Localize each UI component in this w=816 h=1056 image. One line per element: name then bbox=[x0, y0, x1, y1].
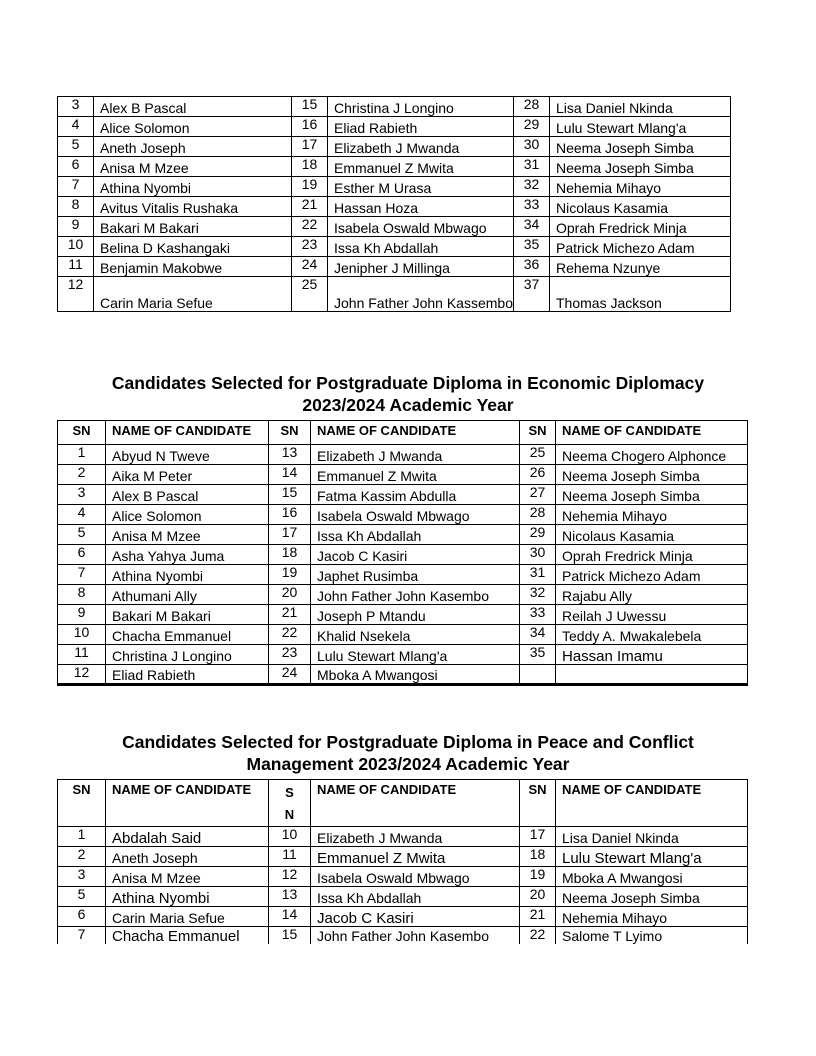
serial-number-cell: 16 bbox=[269, 505, 311, 525]
candidate-name-cell: Neema Joseph Simba bbox=[556, 465, 748, 485]
candidate-name-cell: Isabela Oswald Mbwago bbox=[328, 217, 514, 237]
candidate-name-cell: Issa Kh Abdallah bbox=[311, 525, 520, 545]
candidate-name-cell: Elizabeth J Mwanda bbox=[311, 445, 520, 465]
serial-number-cell: 7 bbox=[58, 565, 106, 585]
serial-number-cell: 29 bbox=[520, 525, 556, 545]
serial-number-cell: 33 bbox=[514, 197, 550, 217]
table-row bbox=[58, 505, 748, 525]
serial-number-cell: 20 bbox=[520, 887, 556, 907]
candidate-name-cell: Bakari M Bakari bbox=[106, 605, 269, 625]
candidate-name-cell: Lulu Stewart Mlang'a bbox=[556, 847, 748, 867]
table-row bbox=[58, 117, 731, 137]
candidate-name-cell: Rajabu Ally bbox=[556, 585, 748, 605]
table2-body bbox=[58, 445, 748, 685]
table-row bbox=[58, 827, 748, 847]
table-row bbox=[58, 565, 748, 585]
serial-number-cell: 3 bbox=[58, 485, 106, 505]
candidate-name-cell: Isabela Oswald Mbwago bbox=[311, 867, 520, 887]
serial-number-cell: 19 bbox=[269, 565, 311, 585]
serial-number-cell: 17 bbox=[520, 827, 556, 847]
table-row bbox=[58, 237, 731, 257]
candidate-name-cell: Alice Solomon bbox=[94, 117, 292, 137]
candidate-name-cell: Emmanuel Z Mwita bbox=[311, 847, 520, 867]
candidate-name-cell: Emmanuel Z Mwita bbox=[311, 465, 520, 485]
serial-number-cell: 6 bbox=[58, 157, 94, 177]
table-row bbox=[58, 217, 731, 237]
serial-number-cell: 3 bbox=[58, 867, 106, 887]
candidate-name-cell: Patrick Michezo Adam bbox=[550, 237, 731, 257]
candidate-name-cell: Carin Maria Sefue bbox=[106, 907, 269, 927]
candidate-name-cell: Japhet Rusimba bbox=[311, 565, 520, 585]
section-title-line2: 2023/2024 Academic Year bbox=[302, 395, 514, 415]
candidate-name-cell: Asha Yahya Juma bbox=[106, 545, 269, 565]
candidate-name-cell: Belina D Kashangaki bbox=[94, 237, 292, 257]
serial-number-cell: 14 bbox=[269, 907, 311, 927]
table-row bbox=[58, 465, 748, 485]
serial-number-cell: 22 bbox=[269, 625, 311, 645]
candidate-name-cell: Rehema Nzunye bbox=[550, 257, 731, 277]
table-header-row bbox=[58, 780, 748, 827]
candidate-name-cell: Mboka A Mwangosi bbox=[311, 665, 520, 685]
serial-number-cell: 8 bbox=[58, 197, 94, 217]
serial-number-cell: 10 bbox=[58, 625, 106, 645]
serial-number-cell: 15 bbox=[269, 485, 311, 505]
candidate-name-cell: Anisa M Mzee bbox=[106, 867, 269, 887]
serial-number-cell: 22 bbox=[292, 217, 328, 237]
candidate-name-cell: Hassan Imamu bbox=[556, 645, 748, 665]
serial-number-cell: 21 bbox=[520, 907, 556, 927]
col-header-name: NAME OF CANDIDATE bbox=[106, 421, 269, 445]
section-title-line1: Candidates Selected for Postgraduate Diploma in Economic Diplomacy bbox=[111, 373, 705, 393]
section-title-line2: Management 2023/2024 Academic Year bbox=[246, 754, 570, 774]
candidate-name-cell: Teddy A. Mwakalebela bbox=[556, 625, 748, 645]
candidate-name-cell: Thomas Jackson bbox=[550, 277, 731, 312]
col-header-sn: SN bbox=[520, 421, 556, 445]
serial-number-cell: 17 bbox=[292, 137, 328, 157]
serial-number-cell: 31 bbox=[520, 565, 556, 585]
serial-number-cell: 28 bbox=[514, 97, 550, 117]
serial-number-cell: 21 bbox=[292, 197, 328, 217]
serial-number-cell: 23 bbox=[292, 237, 328, 257]
serial-number-cell: 19 bbox=[520, 867, 556, 887]
candidate-name-cell: Nehemia Mihayo bbox=[556, 907, 748, 927]
table-row bbox=[58, 585, 748, 605]
serial-number-cell: 30 bbox=[520, 545, 556, 565]
serial-number-cell: 2 bbox=[58, 847, 106, 867]
table-header-row bbox=[58, 421, 748, 445]
serial-number-cell: 11 bbox=[58, 257, 94, 277]
serial-number-cell: 13 bbox=[269, 887, 311, 907]
table-row bbox=[58, 257, 731, 277]
serial-number-cell: 27 bbox=[520, 485, 556, 505]
candidate-name-cell: Lisa Daniel Nkinda bbox=[556, 827, 748, 847]
table-row bbox=[58, 137, 731, 157]
serial-number-cell: 3 bbox=[58, 97, 94, 117]
candidate-name-cell: Jacob C Kasiri bbox=[311, 545, 520, 565]
candidate-name-cell: Fatma Kassim Abdulla bbox=[311, 485, 520, 505]
serial-number-cell: 25 bbox=[520, 445, 556, 465]
serial-number-cell: 14 bbox=[269, 465, 311, 485]
candidate-name-cell: Christina J Longino bbox=[328, 97, 514, 117]
candidate-name-cell: Anisa M Mzee bbox=[106, 525, 269, 545]
col-header-sn: SN bbox=[520, 780, 556, 827]
candidate-name-cell: Avitus Vitalis Rushaka bbox=[94, 197, 292, 217]
serial-number-cell: 5 bbox=[58, 525, 106, 545]
serial-number-cell: 26 bbox=[520, 465, 556, 485]
col-header-sn: SN bbox=[58, 780, 106, 827]
serial-number-cell: 37 bbox=[514, 277, 550, 312]
candidate-name-cell: Neema Chogero Alphonce bbox=[556, 445, 748, 465]
peace-conflict-table bbox=[57, 779, 748, 944]
candidate-name-cell: Oprah Fredrick Minja bbox=[550, 217, 731, 237]
serial-number-cell: 4 bbox=[58, 117, 94, 137]
candidate-name-cell: Hassan Hoza bbox=[328, 197, 514, 217]
section-title-peace-conflict bbox=[0, 731, 816, 775]
serial-number-cell: 9 bbox=[58, 217, 94, 237]
serial-number-cell: 32 bbox=[520, 585, 556, 605]
candidate-name-cell: Elizabeth J Mwanda bbox=[328, 137, 514, 157]
candidate-name-cell: Esther M Urasa bbox=[328, 177, 514, 197]
candidate-name-cell: Salome T Lyimo bbox=[556, 927, 748, 944]
candidate-name-cell: Chacha Emmanuel bbox=[106, 625, 269, 645]
serial-number-cell: 9 bbox=[58, 605, 106, 625]
section-title-line1: Candidates Selected for Postgraduate Diploma in Peace and Conflict bbox=[122, 732, 694, 752]
candidate-name-cell: Nicolaus Kasamia bbox=[556, 525, 748, 545]
candidate-name-cell: Patrick Michezo Adam bbox=[556, 565, 748, 585]
table-row bbox=[58, 645, 748, 665]
table-row bbox=[58, 625, 748, 645]
candidate-name-cell: Neema Joseph Simba bbox=[556, 887, 748, 907]
serial-number-cell: 23 bbox=[269, 645, 311, 665]
serial-number-cell: 1 bbox=[58, 445, 106, 465]
table-row bbox=[58, 157, 731, 177]
candidate-name-cell: John Father John Kasembo bbox=[311, 927, 520, 944]
candidate-name-cell: Joseph P Mtandu bbox=[311, 605, 520, 625]
table-row bbox=[58, 907, 748, 927]
serial-number-cell: 7 bbox=[58, 177, 94, 197]
col-header-sn: SN bbox=[269, 421, 311, 445]
serial-number-cell: 15 bbox=[292, 97, 328, 117]
candidate-name-cell: Nehemia Mihayo bbox=[556, 505, 748, 525]
candidate-name-cell: Neema Joseph Simba bbox=[550, 137, 731, 157]
col-header-sn: SN bbox=[58, 421, 106, 445]
col-header-sn: S N bbox=[269, 780, 311, 827]
serial-number-cell: 12 bbox=[58, 665, 106, 685]
candidate-name-cell: Jacob C Kasiri bbox=[311, 907, 520, 927]
table1-body bbox=[58, 97, 731, 312]
serial-number-cell: 18 bbox=[520, 847, 556, 867]
serial-number-cell: 12 bbox=[58, 277, 94, 312]
serial-number-cell bbox=[520, 665, 556, 685]
candidate-name-cell bbox=[556, 665, 748, 685]
table-row bbox=[58, 197, 731, 217]
candidate-name-cell: Aika M Peter bbox=[106, 465, 269, 485]
candidates-table-continued bbox=[57, 96, 731, 312]
serial-number-cell: 11 bbox=[269, 847, 311, 867]
candidate-name-cell: Athumani Ally bbox=[106, 585, 269, 605]
candidate-name-cell: Carin Maria Sefue bbox=[94, 277, 292, 312]
col-header-name: NAME OF CANDIDATE bbox=[106, 780, 269, 827]
serial-number-cell: 21 bbox=[269, 605, 311, 625]
serial-number-cell: 33 bbox=[520, 605, 556, 625]
table-row bbox=[58, 525, 748, 545]
section-title-economic-diplomacy bbox=[0, 372, 816, 416]
serial-number-cell: 11 bbox=[58, 645, 106, 665]
candidate-name-cell: Khalid Nsekela bbox=[311, 625, 520, 645]
candidate-name-cell: Isabela Oswald Mbwago bbox=[311, 505, 520, 525]
table-row bbox=[58, 485, 748, 505]
serial-number-cell: 16 bbox=[292, 117, 328, 137]
serial-number-cell: 32 bbox=[514, 177, 550, 197]
table-row bbox=[58, 605, 748, 625]
serial-number-cell: 5 bbox=[58, 887, 106, 907]
candidate-name-cell: Nehemia Mihayo bbox=[550, 177, 731, 197]
serial-number-cell: 36 bbox=[514, 257, 550, 277]
candidate-name-cell: Athina Nyombi bbox=[106, 565, 269, 585]
candidate-name-cell: Alex B Pascal bbox=[94, 97, 292, 117]
serial-number-cell: 10 bbox=[58, 237, 94, 257]
serial-number-cell: 28 bbox=[520, 505, 556, 525]
serial-number-cell: 10 bbox=[269, 827, 311, 847]
candidate-name-cell: Eliad Rabieth bbox=[106, 665, 269, 685]
serial-number-cell: 22 bbox=[520, 927, 556, 944]
col-header-name: NAME OF CANDIDATE bbox=[556, 780, 748, 827]
candidate-name-cell: Athina Nyombi bbox=[106, 887, 269, 907]
serial-number-cell: 12 bbox=[269, 867, 311, 887]
serial-number-cell: 24 bbox=[269, 665, 311, 685]
candidate-name-cell: Aneth Joseph bbox=[106, 847, 269, 867]
serial-number-cell: 6 bbox=[58, 545, 106, 565]
candidate-name-cell: Benjamin Makobwe bbox=[94, 257, 292, 277]
candidate-name-cell: Christina J Longino bbox=[106, 645, 269, 665]
candidate-name-cell: Issa Kh Abdallah bbox=[328, 237, 514, 257]
candidate-name-cell: John Father John Kasembo bbox=[311, 585, 520, 605]
candidate-name-cell: Lulu Stewart Mlang'a bbox=[550, 117, 731, 137]
candidate-name-cell: Anisa M Mzee bbox=[94, 157, 292, 177]
col-header-name: NAME OF CANDIDATE bbox=[556, 421, 748, 445]
serial-number-cell: 1 bbox=[58, 827, 106, 847]
candidate-name-cell: Emmanuel Z Mwita bbox=[328, 157, 514, 177]
table-row bbox=[58, 97, 731, 117]
candidate-name-cell: Athina Nyombi bbox=[94, 177, 292, 197]
candidate-name-cell: Jenipher J Millinga bbox=[328, 257, 514, 277]
serial-number-cell: 25 bbox=[292, 277, 328, 312]
candidate-name-cell: Eliad Rabieth bbox=[328, 117, 514, 137]
serial-number-cell: 4 bbox=[58, 505, 106, 525]
candidate-name-cell: Neema Joseph Simba bbox=[556, 485, 748, 505]
serial-number-cell: 13 bbox=[269, 445, 311, 465]
table-row bbox=[58, 545, 748, 565]
economic-diplomacy-table bbox=[57, 420, 748, 686]
table3-body bbox=[58, 827, 748, 944]
candidate-name-cell: Alice Solomon bbox=[106, 505, 269, 525]
serial-number-cell: 34 bbox=[520, 625, 556, 645]
candidate-name-cell: Elizabeth J Mwanda bbox=[311, 827, 520, 847]
table-row bbox=[58, 927, 748, 944]
table-row bbox=[58, 887, 748, 907]
table-row bbox=[58, 177, 731, 197]
serial-number-cell: 31 bbox=[514, 157, 550, 177]
serial-number-cell: 29 bbox=[514, 117, 550, 137]
candidate-name-cell: Abyud N Tweve bbox=[106, 445, 269, 465]
candidate-name-cell: Neema Joseph Simba bbox=[550, 157, 731, 177]
table-row bbox=[58, 445, 748, 465]
candidate-name-cell: Mboka A Mwangosi bbox=[556, 867, 748, 887]
candidate-name-cell: Chacha Emmanuel bbox=[106, 927, 269, 944]
table-row bbox=[58, 277, 731, 312]
serial-number-cell: 30 bbox=[514, 137, 550, 157]
candidate-name-cell: Abdalah Said bbox=[106, 827, 269, 847]
candidate-name-cell: Lisa Daniel Nkinda bbox=[550, 97, 731, 117]
serial-number-cell: 8 bbox=[58, 585, 106, 605]
candidate-name-cell: Oprah Fredrick Minja bbox=[556, 545, 748, 565]
serial-number-cell: 24 bbox=[292, 257, 328, 277]
candidate-name-cell: Alex B Pascal bbox=[106, 485, 269, 505]
serial-number-cell: 2 bbox=[58, 465, 106, 485]
serial-number-cell: 15 bbox=[269, 927, 311, 944]
col-header-name: NAME OF CANDIDATE bbox=[311, 780, 520, 827]
table-row bbox=[58, 867, 748, 887]
serial-number-cell: 20 bbox=[269, 585, 311, 605]
candidate-name-cell: Nicolaus Kasamia bbox=[550, 197, 731, 217]
candidate-name-cell: Reilah J Uwessu bbox=[556, 605, 748, 625]
candidate-name-cell: Issa Kh Abdallah bbox=[311, 887, 520, 907]
serial-number-cell: 19 bbox=[292, 177, 328, 197]
serial-number-cell: 34 bbox=[514, 217, 550, 237]
serial-number-cell: 18 bbox=[292, 157, 328, 177]
serial-number-cell: 18 bbox=[269, 545, 311, 565]
candidate-name-cell: Lulu Stewart Mlang'a bbox=[311, 645, 520, 665]
serial-number-cell: 35 bbox=[520, 645, 556, 665]
serial-number-cell: 35 bbox=[514, 237, 550, 257]
serial-number-cell: 17 bbox=[269, 525, 311, 545]
candidate-name-cell: John Father John Kassembo bbox=[328, 277, 514, 312]
col-header-name: NAME OF CANDIDATE bbox=[311, 421, 520, 445]
table-row bbox=[58, 665, 748, 685]
candidate-name-cell: Aneth Joseph bbox=[94, 137, 292, 157]
table-row bbox=[58, 847, 748, 867]
serial-number-cell: 6 bbox=[58, 907, 106, 927]
serial-number-cell: 5 bbox=[58, 137, 94, 157]
candidate-name-cell: Bakari M Bakari bbox=[94, 217, 292, 237]
serial-number-cell: 7 bbox=[58, 927, 106, 944]
